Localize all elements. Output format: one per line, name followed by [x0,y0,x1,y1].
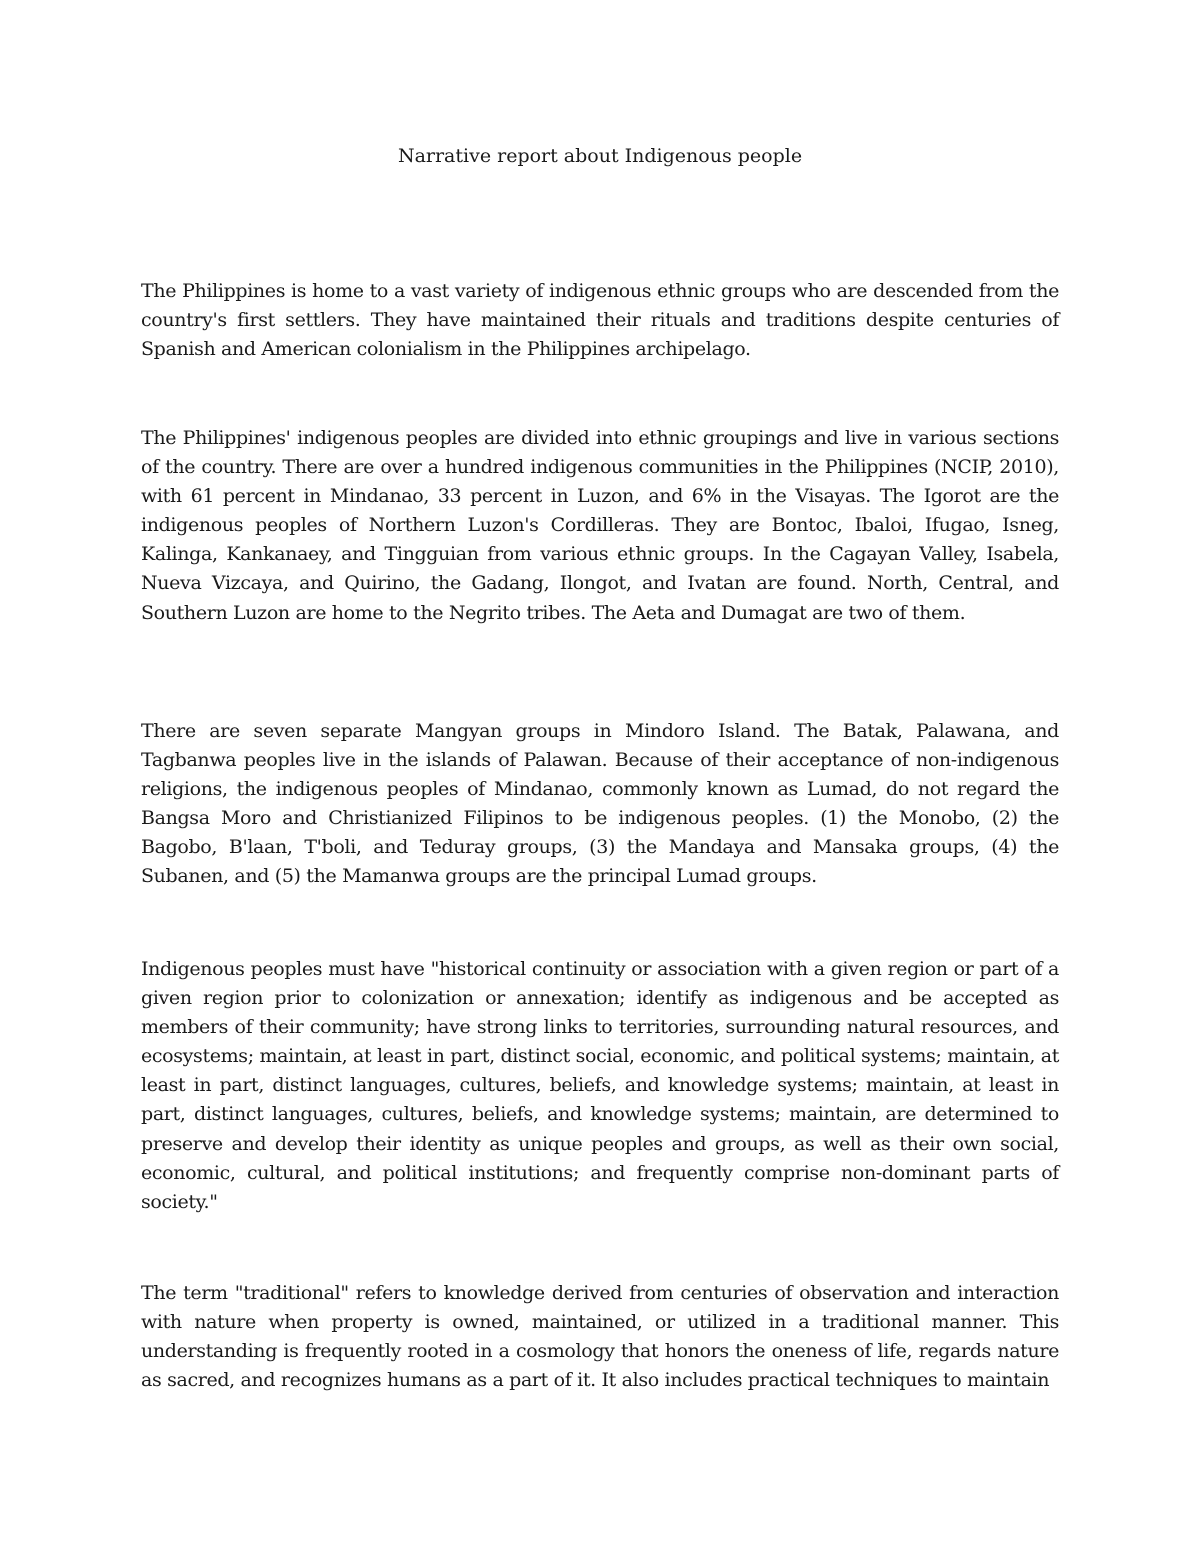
paragraph-traditional-knowledge: The term "traditional" refers to knowledge derived from centuries of observation and interaction with nature when property is owned, maintained, or utilized in a traditional manner. This understanding is frequently rooted in a cosmology that honors the oneness of life, regards nature as sacred, and recognizes humans as a part of it. It also includes practical techniques to maintain [141,1282,1059,1392]
document-title: Narrative report about Indigenous people [397,145,803,167]
paragraph-origins: The Philippines is home to a vast variety of indigenous ethnic groups who are descended from the country's first settlers. They have maintained their rituals and traditions despite centuries of Spanish and American colonialism in the Philippines archipelago. [141,280,1059,361]
paragraph-definition: Indigenous peoples must have "historical continuity or association with a given region or part of a given region prior to colonization or annexation; identify as indigenous and be accepted as members of their community; have strong links to territories, surrounding natural resources, and ecosystems; maintain, at least in part, distinct social, economic, and political systems; maintain, at least in part, distinct languages, cultures, beliefs, and knowledge systems; maintain, at least in part, distinct languages, cultures, beliefs, and knowledge systems; maintain, are determined to preserve and develop their identity as unique peoples and groups, as well as their own social, economic, cultural, and political institutions; and frequently comprise non-dominant parts of society." [141,958,1059,1213]
paragraph-mangyan-lumad: There are seven separate Mangyan groups in Mindoro Island. The Batak, Palawana, and Tagbanwa peoples live in the islands of Palawan. Because of their acceptance of non-indigenous religions, the indigenous peoples of Mindanao, commonly known as Lumad, do not regard the Bangsa Moro and Christianized Filipinos to be indigenous peoples. (1) the Monobo, (2) the Bagobo, B'laan, T'boli, and Teduray groups, (3) the Mandaya and Mansaka groups, (4) the Subanen, and (5) the Mamanwa groups are the principal Lumad groups. [141,720,1059,888]
paragraph-ethnic-groupings: The Philippines' indigenous peoples are divided into ethnic groupings and live in various sections of the country. There are over a hundred indigenous communities in the Philippines (NCIP, 2010), with 61 percent in Mindanao, 33 percent in Luzon, and 6% in the Visayas. The Igorot are the indigenous peoples of Northern Luzon's Cordilleras. They are Bontoc, Ibaloi, Ifugao, Isneg, Kalinga, Kankanaey, and Tingguian from various ethnic groups. In the Cagayan Valley, Isabela, Nueva Vizcaya, and Quirino, the Gadang, Ilongot, and Ivatan are found. North, Central, and Southern Luzon are home to the Negrito tribes. The Aeta and Dumagat are two of them. [141,427,1059,624]
